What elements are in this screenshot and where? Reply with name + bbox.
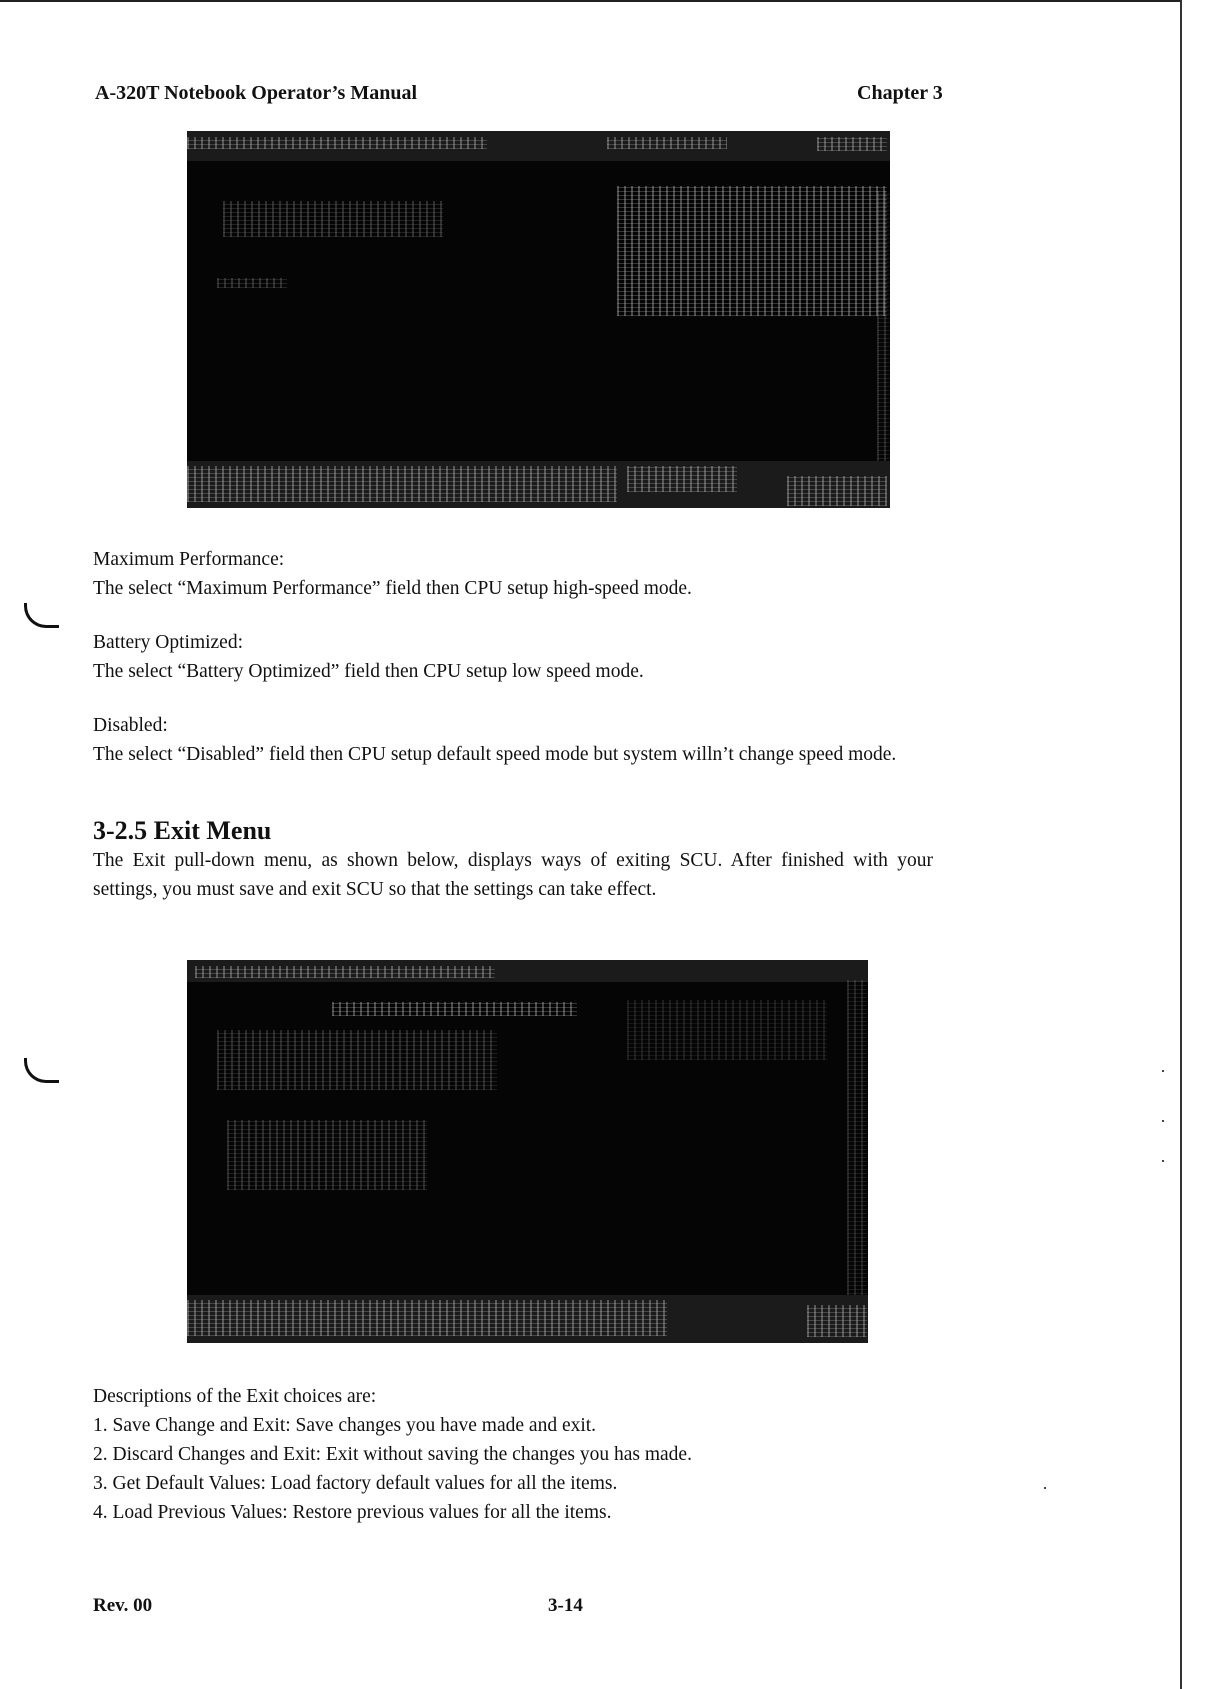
exit-menu-screenshot <box>187 960 868 1343</box>
top-rule <box>0 0 1181 2</box>
scan-speck <box>1162 1120 1164 1122</box>
chapter-label: Chapter 3 <box>857 82 943 104</box>
scan-speck <box>1162 1160 1164 1162</box>
footer-revision: Rev. 00 <box>93 1595 153 1616</box>
option-maximum-text: The select “Maximum Performance” field then CPU setup high-speed mode. <box>93 578 692 599</box>
option-disabled-heading: Disabled: <box>93 715 168 736</box>
manual-title: A-320T Notebook Operator’s Manual <box>95 82 418 104</box>
right-rule <box>1180 0 1182 1689</box>
option-maximum-heading: Maximum Performance: <box>93 549 285 570</box>
scan-speck <box>1044 1487 1046 1489</box>
exit-choice-previous: 4. Load Previous Values: Restore previous values for all the items. <box>93 1502 612 1523</box>
exit-choice-save: 1. Save Change and Exit: Save changes you have made and exit. <box>93 1415 597 1436</box>
exit-choice-discard: 2. Discard Changes and Exit: Exit without saving the changes you has made. <box>93 1444 692 1465</box>
footer-page-number: 3-14 <box>548 1595 583 1616</box>
option-disabled-text: The select “Disabled” field then CPU setup default speed mode but system willn’t change speed mode. <box>93 744 897 765</box>
exit-choices-intro: Descriptions of the Exit choices are: <box>93 1386 377 1407</box>
margin-check-mark <box>24 603 59 628</box>
performance-screenshot <box>187 131 890 508</box>
option-battery-heading: Battery Optimized: <box>93 632 244 653</box>
scan-speck <box>1162 1070 1164 1072</box>
option-battery-text: The select “Battery Optimized” field then CPU setup low speed mode. <box>93 661 644 682</box>
margin-check-mark-2 <box>24 1058 59 1083</box>
exit-menu-intro: The Exit pull-down menu, as shown below, displays ways of exiting SCU. After finished with your settings, you must save and exit SCU so that the settings can take effect. <box>93 850 933 900</box>
exit-choice-defaults: 3. Get Default Values: Load factory default values for all the items. <box>93 1473 618 1494</box>
exit-menu-heading: 3-2.5 Exit Menu <box>93 816 272 845</box>
